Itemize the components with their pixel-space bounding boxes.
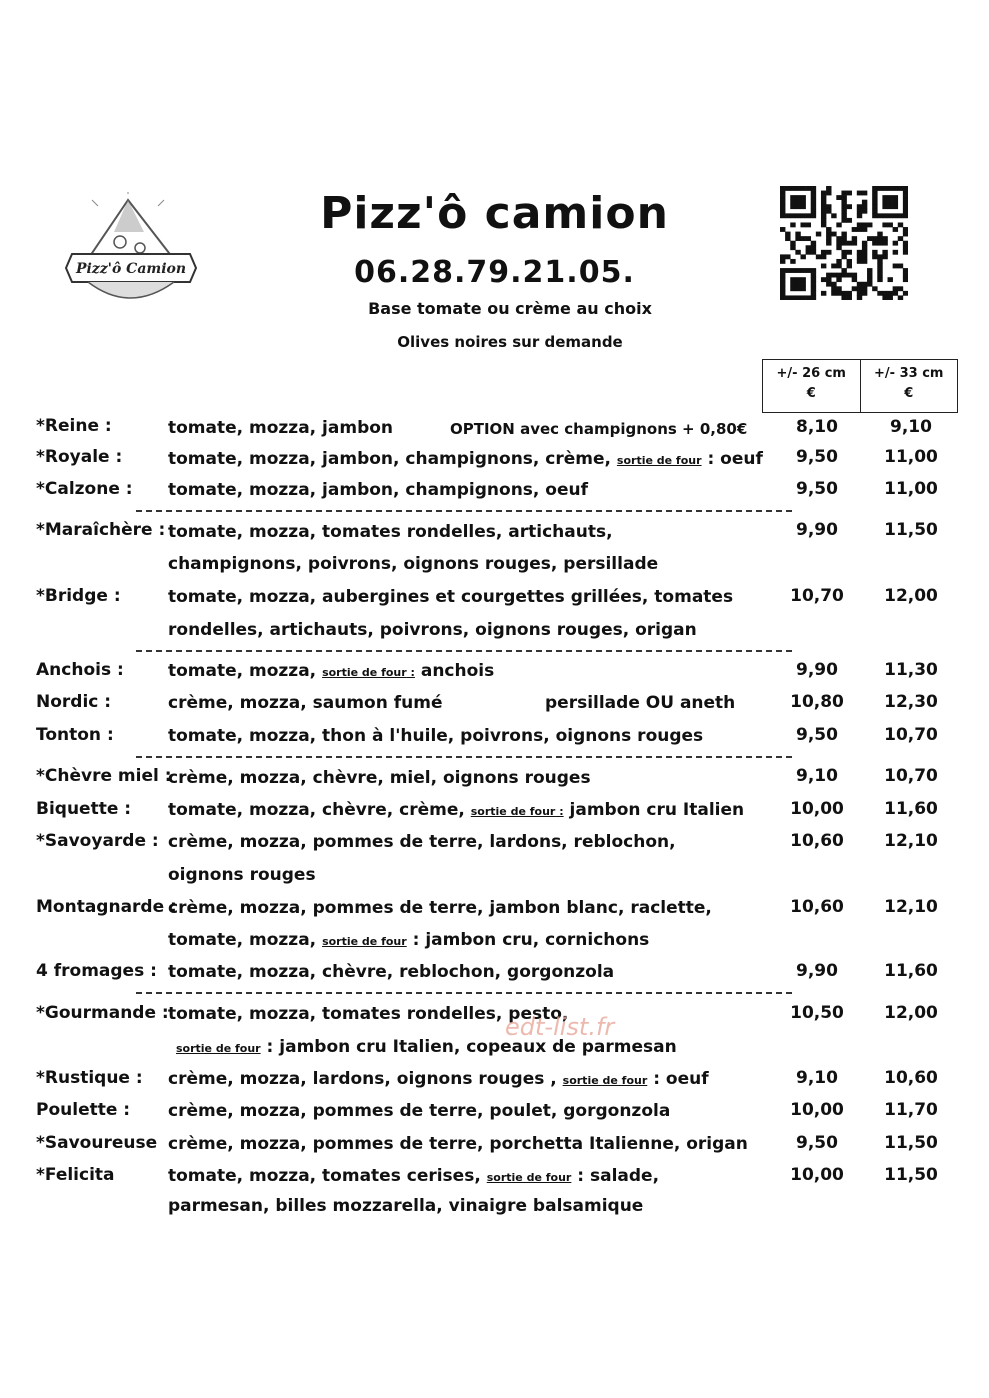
price-33: 10,70 — [884, 725, 938, 745]
menu-item-desc: tomate, mozza, tomates rondelles, artichauts, — [168, 522, 613, 542]
sortie-label: sortie de four — [562, 1074, 648, 1087]
price-26: 9,90 — [796, 961, 838, 981]
desc-text: tomate, mozza, jambon — [168, 418, 394, 438]
option-note: OPTION avec champignons + 0,80€ — [450, 420, 748, 438]
price-33: 11,50 — [884, 520, 938, 540]
menu-item-desc: tomate, mozza, chèvre, reblochon, gorgonzola — [168, 962, 615, 982]
sortie-label: sortie de four — [616, 454, 702, 467]
sortie-label: sortie de four — [470, 805, 556, 818]
sortie-label: sortie de four — [486, 1171, 572, 1184]
menu-item-option: persillade OU aneth — [545, 693, 736, 713]
price-26: 10,80 — [790, 692, 844, 712]
price-33: 11,50 — [884, 1165, 938, 1185]
desc-text: : salade, — [577, 1166, 660, 1186]
menu-item-desc — [168, 800, 744, 820]
price-26: 9,50 — [796, 479, 838, 499]
menu-item-desc: tomate, mozza, tomates rondelles, pesto, — [168, 1004, 569, 1024]
price-26: 8,10 — [796, 417, 838, 437]
watermark: edt-list.fr — [505, 1013, 615, 1041]
price-26: 10,70 — [790, 586, 844, 606]
menu-item-desc: tomate, mozza, aubergines et courgettes grillées, tomates — [168, 587, 734, 607]
menu-item-desc — [168, 661, 494, 681]
price-33: 12,00 — [884, 586, 938, 606]
price-33: 9,10 — [890, 417, 932, 437]
menu-item-name: 4 fromages : — [36, 961, 157, 981]
menu-item-desc: tomate, mozza, jambon, champignons, oeuf — [168, 480, 589, 500]
menu-item-name: *Felicita — [36, 1165, 115, 1185]
price-33: 11,60 — [884, 799, 938, 819]
phone-number[interactable]: 06.28.79.21.05. — [354, 255, 635, 290]
currency-33: € — [904, 386, 914, 401]
menu-item-name: Tonton : — [36, 725, 114, 745]
menu-item-desc-2: champignons, poivrons, oignons rouges, persillade — [168, 554, 659, 574]
sortie-label: sortie de four — [176, 1042, 261, 1055]
menu-item-desc: crème, mozza, pommes de terre, porchetta Italienne, origan — [168, 1134, 748, 1154]
menu-item-desc-2: oignons rouges — [168, 865, 316, 885]
price-33: 11,00 — [884, 479, 938, 499]
menu-item-name: Anchois : — [36, 660, 124, 680]
menu-item-name: *Reine : — [36, 416, 112, 436]
menu-item-desc: crème, mozza, pommes de terre, lardons, reblochon, — [168, 832, 676, 852]
price-26: 9,90 — [796, 520, 838, 540]
separator — [136, 650, 792, 652]
size-col-33 — [861, 360, 958, 412]
price-26: 10,60 — [790, 897, 844, 917]
price-26: 10,00 — [790, 799, 844, 819]
price-33: 11,50 — [884, 1133, 938, 1153]
menu-item-name: *Royale : — [36, 447, 123, 467]
price-26: 10,00 — [790, 1165, 844, 1185]
currency-26: € — [806, 386, 816, 401]
menu-item-name: *Chèvre miel : — [36, 766, 172, 786]
desc-text: : oeuf — [707, 449, 763, 469]
menu-item-name: *Savoureuse — [36, 1133, 158, 1153]
desc-text: crème, mozza, lardons, oignons rouges , — [168, 1069, 557, 1089]
desc-text: tomate, mozza, jambon, champignons, crème, — [168, 449, 611, 469]
menu-item-name: *Savoyarde : — [36, 831, 159, 851]
sortie-colon: : — [406, 666, 415, 679]
menu-item-desc: crème, mozza, pommes de terre, poulet, gorgonzola — [168, 1101, 671, 1121]
price-33: 11,60 — [884, 961, 938, 981]
price-26: 9,50 — [796, 725, 838, 745]
menu-item-name: *Calzone : — [36, 479, 133, 499]
price-33: 12,10 — [884, 831, 938, 851]
menu-item-name: Montagnarde : — [36, 897, 177, 917]
desc-text: : oeuf — [653, 1069, 709, 1089]
desc-text: : jambon cru Italien, copeaux de parmesan — [266, 1037, 677, 1057]
price-26: 9,10 — [796, 766, 838, 786]
olives-note: Olives noires sur demande — [397, 333, 623, 351]
sortie-colon: : — [555, 805, 564, 818]
menu-item-name: Nordic : — [36, 692, 112, 712]
price-33: 12,10 — [884, 897, 938, 917]
menu-item-desc-2: parmesan, billes mozzarella, vinaigre balsamique — [168, 1196, 644, 1216]
base-note: Base tomate ou crème au choix — [368, 299, 652, 318]
desc-text: tomate, mozza, chèvre, crème, — [168, 800, 465, 820]
menu-item-name: *Bridge : — [36, 586, 121, 606]
separator — [136, 510, 792, 512]
desc-text: jambon cru Italien — [569, 800, 745, 820]
menu-item-desc — [168, 418, 393, 438]
menu-item-desc — [168, 1069, 709, 1089]
desc-text: tomate, mozza, — [168, 930, 317, 950]
menu-item-name: Biquette : — [36, 799, 132, 819]
price-33: 11,00 — [884, 447, 938, 467]
separator — [136, 992, 792, 994]
price-33: 12,00 — [884, 1003, 938, 1023]
price-26: 10,00 — [790, 1100, 844, 1120]
desc-text: tomate, mozza, — [168, 661, 317, 681]
separator — [136, 756, 792, 758]
menu-item-desc: tomate, mozza, thon à l'huile, poivrons, oignons rouges — [168, 726, 704, 746]
size-33-label: +/- 33 cm — [874, 366, 944, 381]
price-33: 10,70 — [884, 766, 938, 786]
price-26: 10,60 — [790, 831, 844, 851]
svg-text:Pizz'ô Camion: Pizz'ô Camion — [75, 261, 187, 277]
menu-item-desc: crème, mozza, pommes de terre, jambon blanc, raclette, — [168, 898, 712, 918]
price-26: 9,50 — [796, 447, 838, 467]
menu-item-name: *Maraîchère : — [36, 520, 166, 540]
menu-item-desc: crème, mozza, saumon fumé — [168, 693, 443, 713]
size-26-label: +/- 26 cm — [776, 366, 846, 381]
menu-item-desc-2: rondelles, artichauts, poivrons, oignons rouges, origan — [168, 620, 697, 640]
price-26: 9,10 — [796, 1068, 838, 1088]
price-26: 9,50 — [796, 1133, 838, 1153]
desc-text: tomate, mozza, tomates cerises, — [168, 1166, 481, 1186]
price-26: 10,50 — [790, 1003, 844, 1023]
price-33: 12,30 — [884, 692, 938, 712]
size-col-26 — [763, 360, 861, 412]
desc-text: anchois — [420, 661, 495, 681]
price-26: 9,90 — [796, 660, 838, 680]
menu-item-name: *Gourmande : — [36, 1003, 169, 1023]
menu-item-desc-2 — [168, 930, 649, 950]
menu-item-name: Poulette : — [36, 1100, 131, 1120]
size-header — [762, 359, 958, 413]
price-33: 10,60 — [884, 1068, 938, 1088]
menu-item-name: *Rustique : — [36, 1068, 143, 1088]
page-title: Pizz'ô camion — [320, 188, 669, 239]
price-33: 11,70 — [884, 1100, 938, 1120]
menu-item-desc — [168, 1166, 659, 1186]
menu-item-desc: crème, mozza, chèvre, miel, oignons rouges — [168, 768, 591, 788]
price-33: 11,30 — [884, 660, 938, 680]
desc-text: : jambon cru, cornichons — [412, 930, 650, 950]
sortie-label: sortie de four — [322, 935, 407, 948]
menu-item-desc — [168, 449, 763, 469]
sortie-label: sortie de four — [322, 666, 407, 679]
